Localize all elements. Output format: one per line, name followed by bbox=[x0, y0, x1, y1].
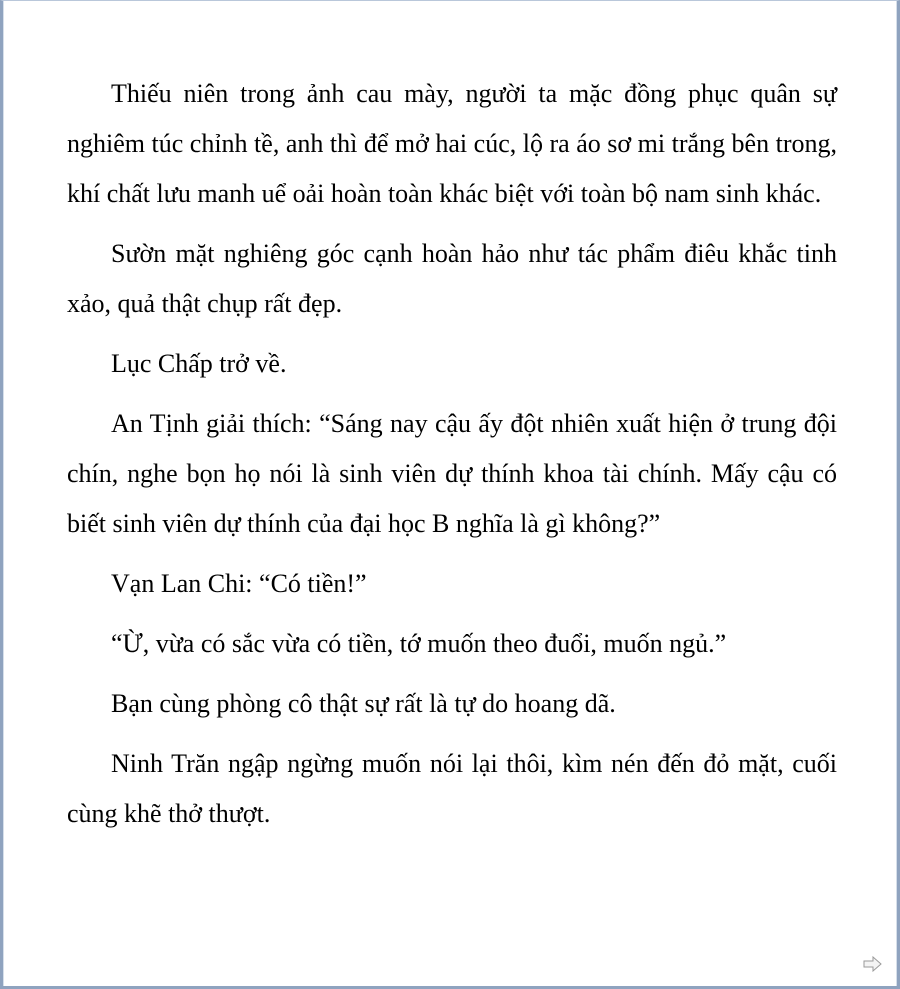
paragraph: Sườn mặt nghiêng góc cạnh hoàn hảo như tác phẩm điêu khắc tinh xảo, quả thật chụp rất đẹp. bbox=[67, 239, 837, 318]
document-body bbox=[67, 69, 837, 849]
paragraph: Lục Chấp trở về. bbox=[111, 349, 287, 378]
paragraph: “Ừ, vừa có sắc vừa có tiền, tớ muốn theo đuổi, muốn ngủ.” bbox=[111, 629, 727, 658]
paragraph: Vạn Lan Chi: “Có tiền!” bbox=[111, 569, 367, 598]
paragraph: An Tịnh giải thích: “Sáng nay cậu ấy đột nhiên xuất hiện ở trung đội chín, nghe bọn họ nói là sinh viên dự thính khoa tài chính. Mấy cậu có biết sinh viên dự thính của đại học B nghĩa là gì không?” bbox=[67, 409, 837, 538]
paragraph: Bạn cùng phòng cô thật sự rất là tự do hoang dã. bbox=[111, 689, 616, 718]
arrow-right-icon-graphic bbox=[863, 956, 883, 972]
paragraph: Thiếu niên trong ảnh cau mày, người ta mặc đồng phục quân sự nghiêm túc chỉnh tề, anh thì để mở hai cúc, lộ ra áo sơ mi trắng bên trong, khí chất lưu manh uể oải hoàn toàn khác biệt với toàn bộ nam sinh khác. bbox=[67, 79, 837, 208]
paragraph: Ninh Trăn ngập ngừng muốn nói lại thôi, kìm nén đến đỏ mặt, cuối cùng khẽ thở thượt. bbox=[67, 749, 837, 828]
arrow-right-icon[interactable] bbox=[863, 956, 883, 972]
